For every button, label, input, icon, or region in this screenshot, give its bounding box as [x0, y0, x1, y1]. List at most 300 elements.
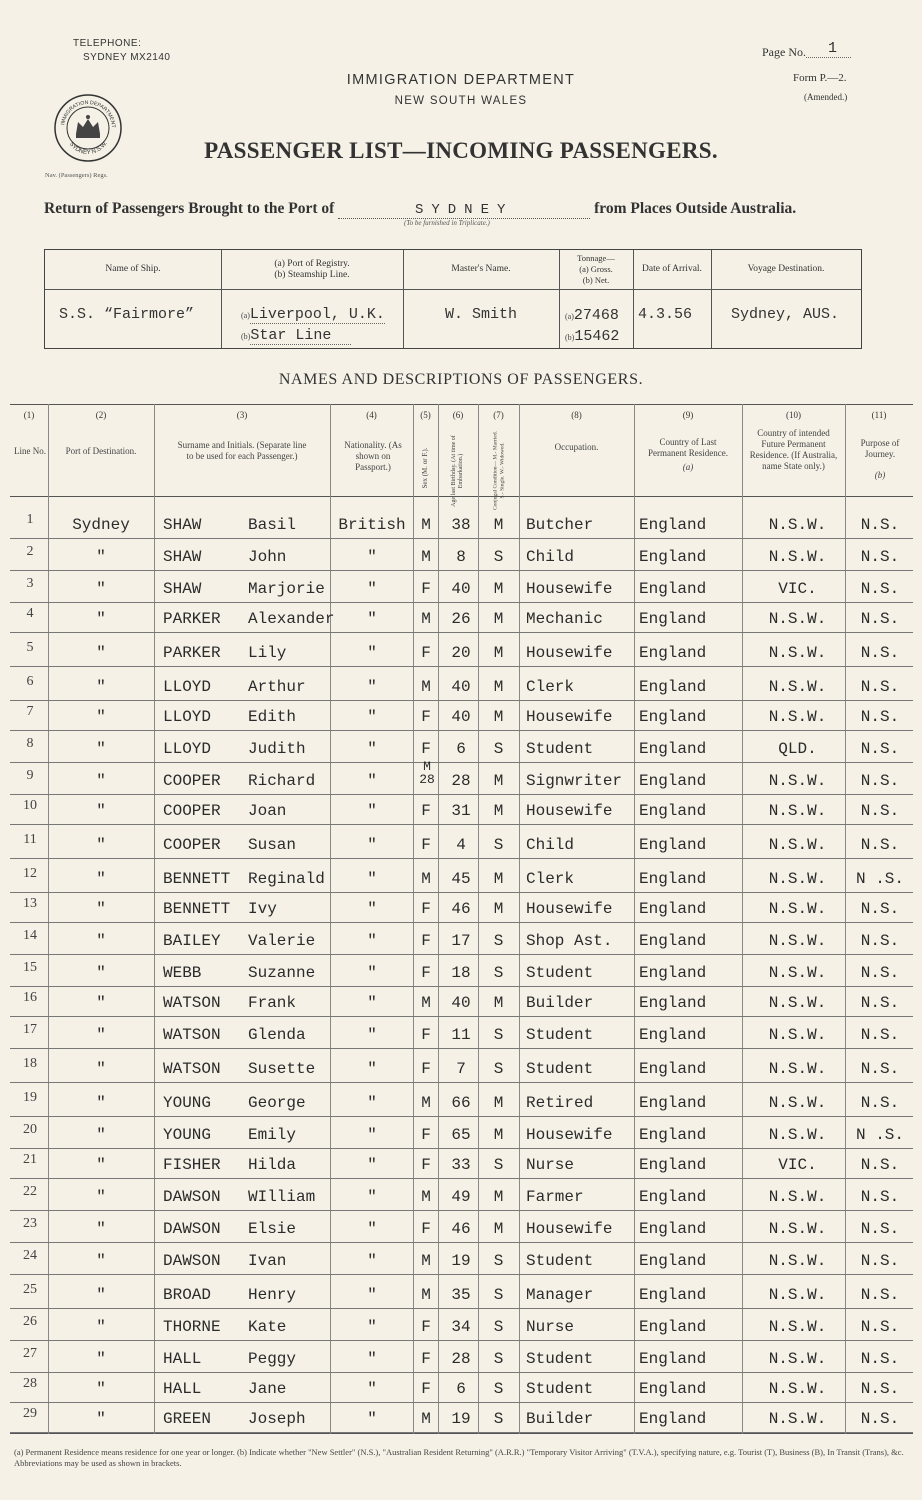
- table-row: [10, 930, 913, 962]
- table-row: [10, 642, 913, 674]
- cell-surname: WATSON: [163, 994, 221, 1012]
- mark-b: (b): [241, 332, 251, 341]
- cell-purpose: N.S.: [860, 740, 900, 758]
- cell-purpose: N.S.: [860, 678, 900, 696]
- telephone-label: TELEPHONE:: [73, 38, 142, 49]
- cell-cond: S: [493, 740, 504, 758]
- col-head-country-last-text: Country of Last Permanent Residence.: [648, 437, 728, 458]
- cell-port: ": [96, 870, 106, 888]
- cell-country: England: [639, 1026, 707, 1044]
- cell-purpose: N.S.: [860, 644, 900, 662]
- department-state: NEW SOUTH WALES: [394, 95, 528, 107]
- cell-port: ": [96, 1060, 106, 1078]
- line-number: 20: [23, 1122, 37, 1137]
- cell-purpose: N.S.: [860, 772, 900, 790]
- line-number: 24: [23, 1248, 37, 1263]
- cell-port: ": [96, 772, 106, 790]
- line-number: 11: [23, 832, 37, 847]
- cell-port: ": [96, 1318, 106, 1336]
- cell-given: Judith: [248, 740, 306, 758]
- cell-sex: F: [421, 644, 431, 662]
- col-head-line: Line No.: [14, 446, 46, 456]
- cell-surname: LLOYD: [163, 708, 212, 726]
- cell-given: Hilda: [248, 1156, 297, 1174]
- cell-port: ": [96, 708, 106, 726]
- cell-nat: ": [367, 610, 377, 628]
- cell-cond: S: [493, 1026, 504, 1044]
- cell-port: ": [96, 678, 106, 696]
- cell-given: Glenda: [248, 1026, 306, 1044]
- cell-surname: SHAW: [163, 516, 202, 534]
- cell-age: 17: [451, 932, 471, 950]
- net-tonnage: [565, 328, 619, 345]
- cell-future: N.S.W.: [768, 708, 827, 726]
- cell-purpose: N.S.: [860, 1026, 900, 1044]
- cell-nat: ": [367, 1126, 377, 1144]
- col-num-10: (10): [786, 410, 801, 420]
- line-number: 19: [23, 1090, 37, 1105]
- line-number: 21: [23, 1152, 37, 1167]
- cell-surname: COOPER: [163, 836, 221, 854]
- cell-given: Richard: [248, 772, 316, 790]
- col-head-conjugal: Conjugal Condition— M.- Married. S.- Single. W.- Widowed.: [492, 431, 505, 510]
- destination-header: Voyage Destination.: [747, 264, 825, 274]
- cell-purpose: N.S.: [860, 708, 900, 726]
- arrival-value: 4.3.56: [638, 306, 693, 323]
- table-row: [10, 800, 913, 832]
- col-num-2: (2): [95, 410, 107, 420]
- cell-surname: THORNE: [163, 1318, 221, 1336]
- port-registry-text: Liverpool, U.K.: [249, 306, 385, 323]
- cell-nat: ": [367, 1410, 377, 1428]
- line-number: 2: [26, 544, 34, 559]
- cell-country: England: [639, 994, 707, 1012]
- cell-age: 38: [451, 516, 471, 534]
- cell-surname: HALL: [163, 1380, 202, 1398]
- table-row: [10, 608, 913, 640]
- cell-age: 46: [451, 900, 471, 918]
- cell-given: Edith: [248, 708, 297, 726]
- cell-port: ": [96, 1126, 106, 1144]
- cell-sex: F: [421, 1380, 431, 1398]
- table-row: [10, 738, 913, 770]
- cell-purpose: N.S.: [860, 1350, 900, 1368]
- cell-nat: ": [367, 1094, 377, 1112]
- cell-age: 8: [456, 548, 466, 566]
- cell-future: N.S.W.: [768, 994, 827, 1012]
- cell-sex: M 28: [419, 759, 435, 787]
- cell-sex: F: [421, 900, 431, 918]
- svg-text:IMMIGRATION DEPARTMENT: IMMIGRATION DEPARTMENT: [60, 99, 117, 128]
- cell-nat: ": [367, 900, 377, 918]
- ship-name-value: S.S. “Fairmore”: [59, 306, 195, 323]
- cell-surname: SHAW: [163, 548, 202, 566]
- triplicate-note: (To be furnished in Triplicate.): [404, 219, 490, 227]
- cell-sex: M: [421, 870, 431, 888]
- line-number: 22: [23, 1184, 37, 1199]
- cell-purpose: N.S.: [860, 580, 900, 598]
- cell-surname: BENNETT: [163, 900, 231, 918]
- cell-given: Elsie: [248, 1220, 297, 1238]
- cell-sex: M: [421, 516, 431, 534]
- line-number: 12: [23, 866, 37, 881]
- table-row: [10, 1378, 913, 1410]
- cell-country: England: [639, 1188, 707, 1206]
- cell-occ: Nurse: [526, 1156, 575, 1174]
- cell-future: N.S.W.: [768, 1026, 827, 1044]
- line-number: 27: [23, 1346, 37, 1361]
- gross-value: 27468: [573, 307, 619, 324]
- cell-given: WIlliam: [248, 1188, 316, 1206]
- cell-cond: S: [493, 1350, 504, 1368]
- col-head-sex: Sex (M. or F.).: [421, 447, 429, 489]
- cell-given: Arthur: [248, 678, 306, 696]
- cell-surname: BROAD: [163, 1286, 212, 1304]
- cell-occ: Clerk: [526, 870, 575, 888]
- table-row: [10, 1124, 913, 1156]
- cell-surname: FISHER: [163, 1156, 221, 1174]
- line-number: 15: [23, 960, 37, 975]
- cell-occ: Student: [526, 964, 594, 982]
- tonnage-header-3: (b) Net.: [582, 275, 610, 285]
- master-header: Master's Name.: [451, 264, 511, 274]
- cell-given: Joan: [248, 802, 287, 820]
- table-row: [10, 1408, 913, 1440]
- tonnage-header-1: Tonnage—: [577, 253, 615, 263]
- cell-sex: F: [421, 740, 431, 758]
- col-head-surname: Surname and Initials. (Separate line to be used for each Passenger.): [177, 440, 307, 461]
- cell-port: ": [96, 1156, 106, 1174]
- cell-nat: ": [367, 802, 377, 820]
- cell-sex: M: [421, 1094, 431, 1112]
- cell-sex: M: [421, 1286, 431, 1304]
- cell-purpose: N.S.: [860, 1318, 900, 1336]
- cell-country: England: [639, 1094, 707, 1112]
- cell-cond: S: [493, 1060, 504, 1078]
- cell-cond: M: [493, 1188, 504, 1206]
- cell-sex: F: [421, 580, 431, 598]
- cell-purpose: N.S.: [860, 932, 900, 950]
- svg-text:SYDNEY N.S.W.: SYDNEY N.S.W.: [67, 140, 109, 157]
- cell-nat: ": [367, 1026, 377, 1044]
- cell-nat: ": [367, 1252, 377, 1270]
- cell-occ: Nurse: [526, 1318, 575, 1336]
- cell-sex: F: [421, 964, 431, 982]
- cell-nat: ": [367, 548, 377, 566]
- cell-nat: ": [367, 1060, 377, 1078]
- cell-occ: Housewife: [526, 1126, 613, 1144]
- cell-occ: Student: [526, 1350, 594, 1368]
- cell-port: ": [96, 1026, 106, 1044]
- cell-sex: F: [421, 708, 431, 726]
- cell-future: VIC.: [778, 580, 817, 598]
- cell-purpose: N .S.: [855, 1126, 904, 1144]
- cell-cond: S: [493, 836, 504, 854]
- cell-sex: F: [421, 932, 431, 950]
- cell-surname: DAWSON: [163, 1220, 221, 1238]
- cell-sex: F: [421, 1318, 431, 1336]
- line-number: 3: [26, 576, 34, 591]
- gross-mark: (a): [565, 312, 574, 321]
- cell-purpose: N.S.: [860, 1380, 900, 1398]
- form-label: Form P.—2.: [793, 72, 847, 84]
- cell-occ: Clerk: [526, 678, 575, 696]
- cell-sex: F: [421, 1126, 431, 1144]
- cell-port: ": [96, 932, 106, 950]
- cell-sex: M: [421, 548, 431, 566]
- cell-purpose: N.S.: [860, 1188, 900, 1206]
- line-number: 17: [23, 1022, 37, 1037]
- cell-given: Susan: [248, 836, 297, 854]
- table-row: [10, 962, 913, 994]
- cell-given: John: [248, 548, 287, 566]
- cell-given: Emily: [248, 1126, 297, 1144]
- cell-sex: M: [421, 994, 431, 1012]
- cell-occ: Student: [526, 1252, 594, 1270]
- cell-future: VIC.: [778, 1156, 817, 1174]
- table-row: [10, 546, 913, 578]
- line-number: 13: [23, 896, 37, 911]
- cell-cond: M: [493, 1094, 504, 1112]
- col-head-country-last-note: (a): [682, 462, 694, 472]
- cell-nat: ": [367, 1156, 377, 1174]
- cell-sex: F: [421, 1060, 431, 1078]
- cell-port: ": [96, 610, 106, 628]
- cell-purpose: N.S.: [860, 1286, 900, 1304]
- cell-age: 19: [451, 1252, 471, 1270]
- cell-surname: DAWSON: [163, 1188, 221, 1206]
- cell-surname: PARKER: [163, 644, 221, 662]
- cell-surname: BAILEY: [163, 932, 221, 950]
- cell-future: N.S.W.: [768, 1350, 827, 1368]
- cell-future: N.S.W.: [768, 1410, 827, 1428]
- cell-age: 49: [451, 1188, 471, 1206]
- line-number: 23: [23, 1216, 37, 1231]
- cell-nat: ": [367, 644, 377, 662]
- table-row: [10, 514, 913, 546]
- cell-future: N.S.W.: [768, 1220, 827, 1238]
- cell-nat: ": [367, 870, 377, 888]
- cell-nat: ": [367, 580, 377, 598]
- cell-age: 65: [451, 1126, 471, 1144]
- cell-country: England: [639, 548, 707, 566]
- cell-occ: Mechanic: [526, 610, 603, 628]
- cell-sex: F: [421, 1026, 431, 1044]
- cell-age: 18: [451, 964, 471, 982]
- line-number: 14: [23, 928, 37, 943]
- cell-cond: M: [493, 644, 504, 662]
- cell-given: Alexander: [248, 610, 335, 628]
- cell-age: 28: [451, 772, 471, 790]
- cell-future: N.S.W.: [768, 1318, 827, 1336]
- cell-sex: M: [421, 610, 431, 628]
- cell-sex: M: [421, 1252, 431, 1270]
- line-number: 5: [26, 640, 34, 655]
- cell-country: England: [639, 1220, 707, 1238]
- cell-cond: S: [493, 548, 504, 566]
- cell-country: England: [639, 870, 707, 888]
- col-head-port: Port of Destination.: [65, 446, 137, 456]
- cell-age: 34: [451, 1318, 471, 1336]
- cell-nat: ": [367, 1380, 377, 1398]
- cell-given: Reginald: [248, 870, 325, 888]
- cell-cond: M: [493, 678, 504, 696]
- cell-nat: British: [338, 516, 406, 534]
- cell-nat: ": [367, 1318, 377, 1336]
- cell-future: N.S.W.: [768, 1188, 827, 1206]
- col-head-purpose-note: (b): [874, 470, 886, 480]
- cell-future: N.S.W.: [768, 610, 827, 628]
- cell-occ: Builder: [526, 994, 594, 1012]
- cell-sex: F: [421, 1156, 431, 1174]
- col-num-4: (4): [366, 410, 377, 420]
- page-title: PASSENGER LIST—INCOMING PASSENGERS.: [204, 138, 718, 163]
- cell-port: ": [96, 900, 106, 918]
- arrival-header: Date of Arrival.: [642, 264, 702, 274]
- cell-given: Henry: [248, 1286, 297, 1304]
- cell-given: Susette: [248, 1060, 316, 1078]
- cell-country: England: [639, 964, 707, 982]
- port-registry-header-b: (b) Steamship Line.: [274, 269, 350, 280]
- table-row: [10, 1316, 913, 1348]
- cell-given: Ivan: [248, 1252, 287, 1270]
- table-row: [10, 1348, 913, 1380]
- cell-country: England: [639, 900, 707, 918]
- cell-age: 4: [456, 836, 466, 854]
- col-num-11: (11): [871, 410, 887, 420]
- passengers-subtitle: NAMES AND DESCRIPTIONS OF PASSENGERS.: [278, 371, 644, 388]
- ship-details-table: [44, 249, 862, 349]
- cell-nat: ": [367, 1350, 377, 1368]
- cell-occ: Student: [526, 740, 594, 758]
- cell-future: N.S.W.: [768, 678, 827, 696]
- col-num-1: (1): [23, 410, 35, 420]
- cell-given: Joseph: [248, 1410, 306, 1428]
- cell-port: Sydney: [72, 516, 130, 534]
- cell-country: England: [639, 708, 707, 726]
- port-registry-header-a: (a) Port of Registry.: [274, 258, 350, 269]
- cell-nat: ": [367, 964, 377, 982]
- cell-occ: Farmer: [526, 1188, 584, 1206]
- cell-port: ": [96, 1188, 106, 1206]
- cell-cond: S: [493, 1286, 504, 1304]
- page-label: Page No.: [762, 45, 806, 59]
- cell-given: Basil: [248, 516, 297, 534]
- cell-cond: M: [493, 870, 504, 888]
- table-row: [10, 1186, 913, 1218]
- cell-future: N.S.W.: [768, 1380, 827, 1398]
- cell-country: England: [639, 516, 707, 534]
- cell-surname: WEBB: [163, 964, 202, 982]
- cell-given: Peggy: [248, 1350, 297, 1368]
- cell-occ: Builder: [526, 1410, 594, 1428]
- cell-future: N.S.W.: [768, 644, 827, 662]
- cell-surname: LLOYD: [163, 740, 212, 758]
- cell-purpose: N.S.: [860, 548, 900, 566]
- line-number: 9: [26, 768, 34, 783]
- cell-nat: ": [367, 740, 377, 758]
- cell-future: N.S.W.: [768, 1286, 827, 1304]
- cell-cond: S: [493, 1156, 504, 1174]
- cell-surname: YOUNG: [163, 1126, 212, 1144]
- table-row: [10, 898, 913, 930]
- cell-sex: F: [421, 1350, 431, 1368]
- cell-purpose: N.S.: [860, 900, 900, 918]
- cell-port: ": [96, 644, 106, 662]
- cell-port: ": [96, 1380, 106, 1398]
- cell-future: N.S.W.: [768, 772, 827, 790]
- cell-country: England: [639, 1286, 707, 1304]
- col-num-3: (3): [236, 410, 248, 420]
- cell-cond: M: [493, 580, 504, 598]
- cell-sex: F: [421, 836, 431, 854]
- line-number: 25: [23, 1282, 37, 1297]
- footnote: (a) Permanent Residence means residence for one year or longer. (b) Indicate whether "New Settler" (N.S.), "Australian Resident Returning" (A.R.R.) "Temporary Visitor Arriving" (T.V.A.), specifying nature, e.g. Tourist (T), Business (B), In Transit (Trans), &c. Abbreviations may be used as shown in brackets.: [14, 1447, 904, 1468]
- cell-occ: Child: [526, 836, 575, 854]
- cell-occ: Shop Ast.: [526, 932, 613, 950]
- cell-future: N.S.W.: [768, 900, 827, 918]
- cell-surname: WATSON: [163, 1026, 221, 1044]
- cell-age: 40: [451, 580, 471, 598]
- cell-surname: YOUNG: [163, 1094, 212, 1112]
- tonnage-header-2: (a) Gross.: [579, 264, 613, 274]
- line-number: 1: [26, 512, 34, 527]
- cell-future: N.S.W.: [768, 964, 827, 982]
- cell-sex: F: [421, 802, 431, 820]
- cell-age: 40: [451, 678, 471, 696]
- col-head-age: Age last Birthday. (At time of Embarkation.): [451, 435, 464, 507]
- cell-occ: Housewife: [526, 708, 613, 726]
- cell-nat: ": [367, 994, 377, 1012]
- cell-purpose: N.S.: [860, 610, 900, 628]
- cell-age: 45: [451, 870, 471, 888]
- col-num-6: (6): [452, 410, 464, 420]
- cell-nat: ": [367, 708, 377, 726]
- cell-age: 6: [456, 1380, 466, 1398]
- cell-occ: Housewife: [526, 644, 613, 662]
- cell-occ: Student: [526, 1060, 594, 1078]
- cell-occ: Student: [526, 1026, 594, 1044]
- line-number: 8: [26, 736, 34, 751]
- cell-age: 19: [451, 1410, 471, 1428]
- table-row: [10, 706, 913, 738]
- cell-port: ": [96, 1350, 106, 1368]
- cell-purpose: N.S.: [860, 1156, 900, 1174]
- cell-cond: M: [493, 1126, 504, 1144]
- telephone-block: [73, 37, 170, 65]
- cell-nat: ": [367, 836, 377, 854]
- cell-port: ": [96, 1410, 106, 1428]
- cell-purpose: N.S.: [860, 1060, 900, 1078]
- cell-purpose: N.S.: [860, 964, 900, 982]
- destination-value: Sydney, AUS.: [731, 306, 840, 323]
- cell-purpose: N.S.: [860, 994, 900, 1012]
- line-number: 29: [23, 1406, 37, 1421]
- cell-age: 7: [456, 1060, 466, 1078]
- cell-occ: Housewife: [526, 580, 613, 598]
- cell-sex: M: [421, 1188, 431, 1206]
- cell-surname: SHAW: [163, 580, 202, 598]
- page-value: 1: [806, 40, 851, 58]
- cell-age: 40: [451, 994, 471, 1012]
- cell-port: ": [96, 740, 106, 758]
- col-head-country-future: Country of intended Future Permanent Residence. (If Australia, name State only.): [749, 428, 838, 471]
- line-number: 6: [26, 674, 34, 689]
- col-head-purpose: [848, 438, 912, 481]
- return-line: [44, 200, 796, 219]
- cell-purpose: N.S.: [860, 802, 900, 820]
- col-num-8: (8): [571, 410, 582, 420]
